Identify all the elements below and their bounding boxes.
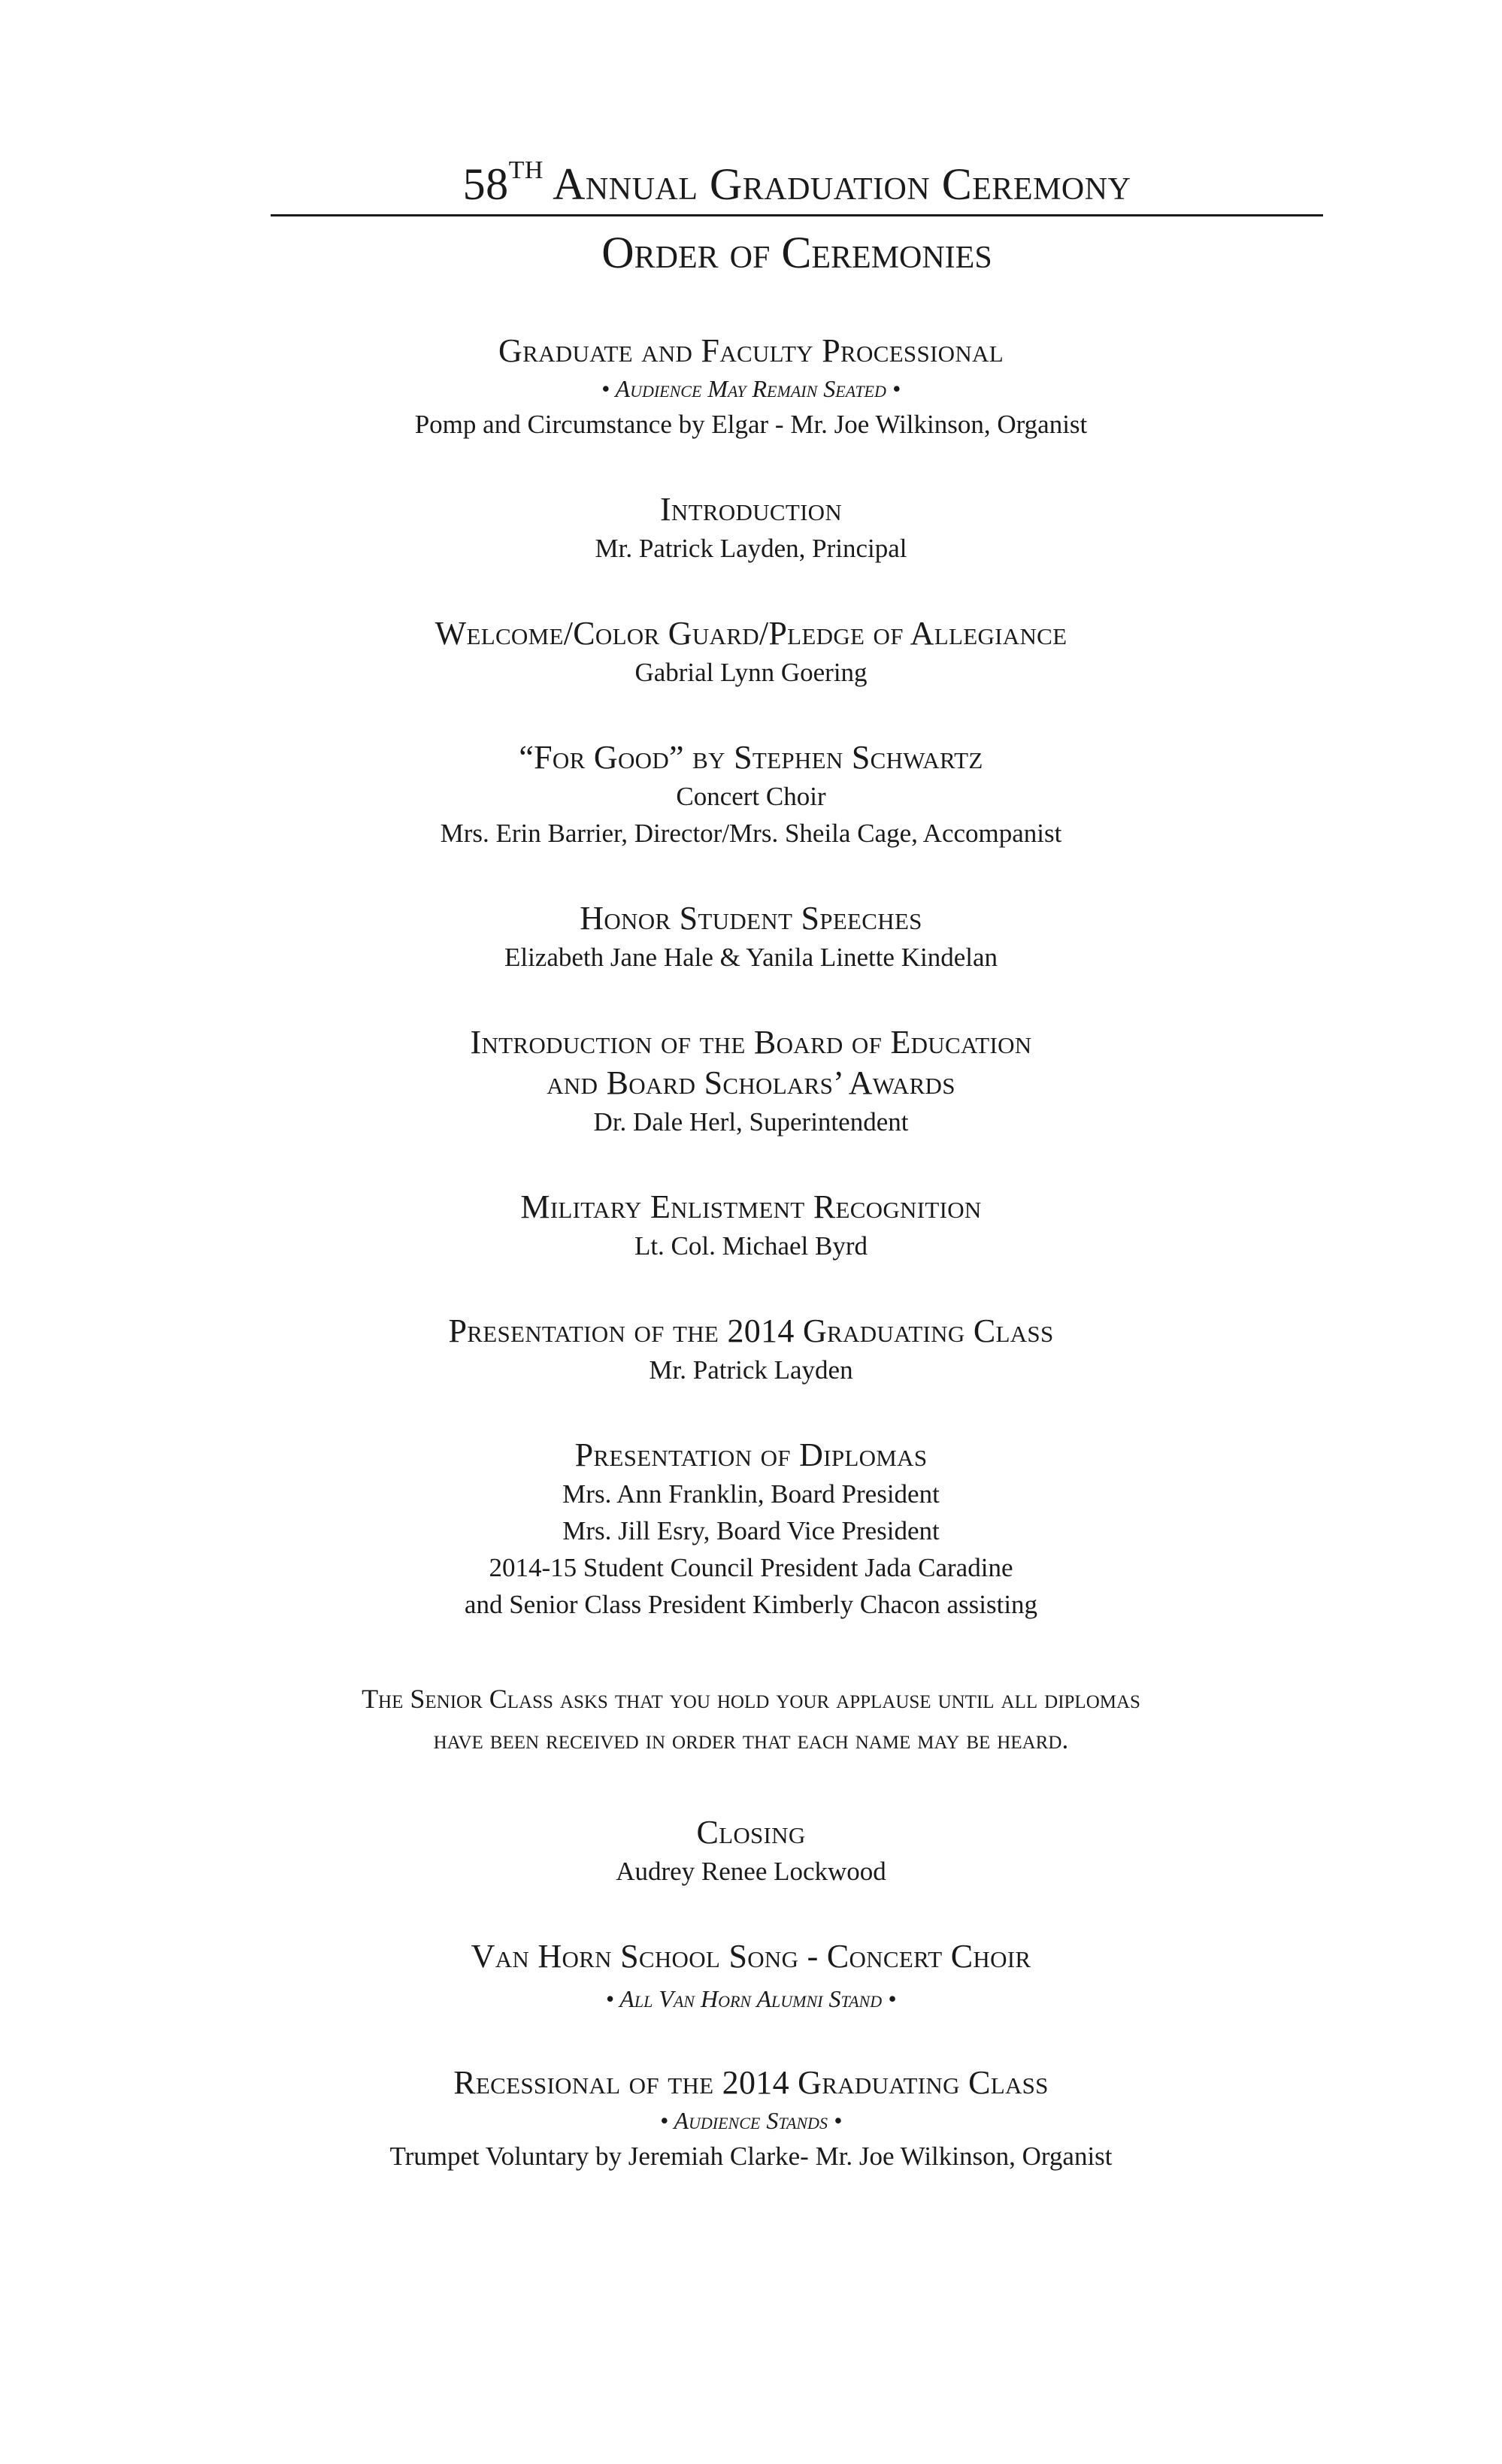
section-line: Elizabeth Jane Hale & Yanila Linette Kindelan xyxy=(504,943,998,972)
notice-line: have been received in order that each name may be heard. xyxy=(433,1724,1069,1754)
section-school-song xyxy=(0,1936,1502,2016)
section-introduction xyxy=(0,489,1502,567)
section-line: Mrs. Erin Barrier, Director/Mrs. Sheila Cage, Accompanist xyxy=(440,819,1062,848)
title-divider xyxy=(271,214,1323,216)
section-recessional xyxy=(0,2063,1502,2175)
section-line: 2014-15 Student Council President Jada Caradine xyxy=(489,1553,1013,1582)
title-text: Annual Graduation Ceremony xyxy=(543,159,1131,209)
section-title: “For Good” by Stephen Schwartz xyxy=(519,739,983,776)
section-line: Dr. Dale Herl, Superintendent xyxy=(593,1107,909,1137)
title-number: 58 xyxy=(462,159,509,209)
section-diplomas xyxy=(0,1435,1502,1623)
section-military-recognition xyxy=(0,1187,1502,1264)
section-line: Trumpet Voluntary by Jeremiah Clarke- Mr. Joe Wilkinson, Organist xyxy=(389,2142,1113,2171)
section-title-continued: and Board Scholars’ Awards xyxy=(547,1064,955,1101)
section-line: Mr. Patrick Layden, Principal xyxy=(595,534,907,563)
section-title: Graduate and Faculty Processional xyxy=(498,332,1004,369)
section-title: Honor Student Speeches xyxy=(580,900,922,937)
section-line: Mr. Patrick Layden xyxy=(649,1355,853,1385)
section-title: Presentation of the 2014 Graduating Class xyxy=(448,1312,1054,1349)
applause-notice xyxy=(0,1678,1502,1760)
section-line: Mrs. Jill Esry, Board Vice President xyxy=(562,1516,940,1545)
section-board-of-education xyxy=(0,1022,1502,1140)
title-ordinal-suffix: TH xyxy=(508,156,544,184)
section-note: • Audience May Remain Seated • xyxy=(601,375,901,402)
ceremony-subtitle: Order of Ceremonies xyxy=(601,228,992,277)
section-line: and Senior Class President Kimberly Chacon assisting xyxy=(464,1590,1038,1619)
section-line: Mrs. Ann Franklin, Board President xyxy=(562,1479,940,1509)
section-title: Closing xyxy=(696,1814,806,1851)
section-note: • Audience Stands • xyxy=(659,2107,843,2134)
section-title: Presentation of Diplomas xyxy=(574,1436,928,1473)
section-closing xyxy=(0,1812,1502,1890)
section-title: Welcome/Color Guard/Pledge of Allegiance xyxy=(435,615,1067,652)
section-welcome xyxy=(0,613,1502,691)
section-honor-speeches xyxy=(0,898,1502,976)
section-line: Lt. Col. Michael Byrd xyxy=(634,1231,868,1261)
section-title: Introduction xyxy=(659,491,843,528)
section-title: Van Horn School Song - Concert Choir xyxy=(471,1938,1031,1975)
section-line: Concert Choir xyxy=(676,782,826,811)
ceremony-title xyxy=(271,158,1323,214)
section-line: Gabrial Lynn Goering xyxy=(634,658,868,687)
order-of-ceremonies xyxy=(0,331,1502,2175)
section-title: Recessional of the 2014 Graduating Class xyxy=(453,2064,1049,2101)
section-presentation-of-class xyxy=(0,1311,1502,1388)
section-processional xyxy=(0,331,1502,443)
section-line: Pomp and Circumstance by Elgar - Mr. Joe Wilkinson, Organist xyxy=(414,410,1088,439)
section-line: Audrey Renee Lockwood xyxy=(616,1857,886,1886)
section-for-good xyxy=(0,737,1502,852)
section-title: Introduction of the Board of Education xyxy=(470,1024,1032,1061)
program-header xyxy=(271,158,1323,275)
section-note: • All Van Horn Alumni Stand • xyxy=(605,1985,897,2012)
notice-line: The Senior Class asks that you hold your applause until all diplomas xyxy=(362,1684,1140,1714)
section-title: Military Enlistment Recognition xyxy=(520,1188,982,1225)
